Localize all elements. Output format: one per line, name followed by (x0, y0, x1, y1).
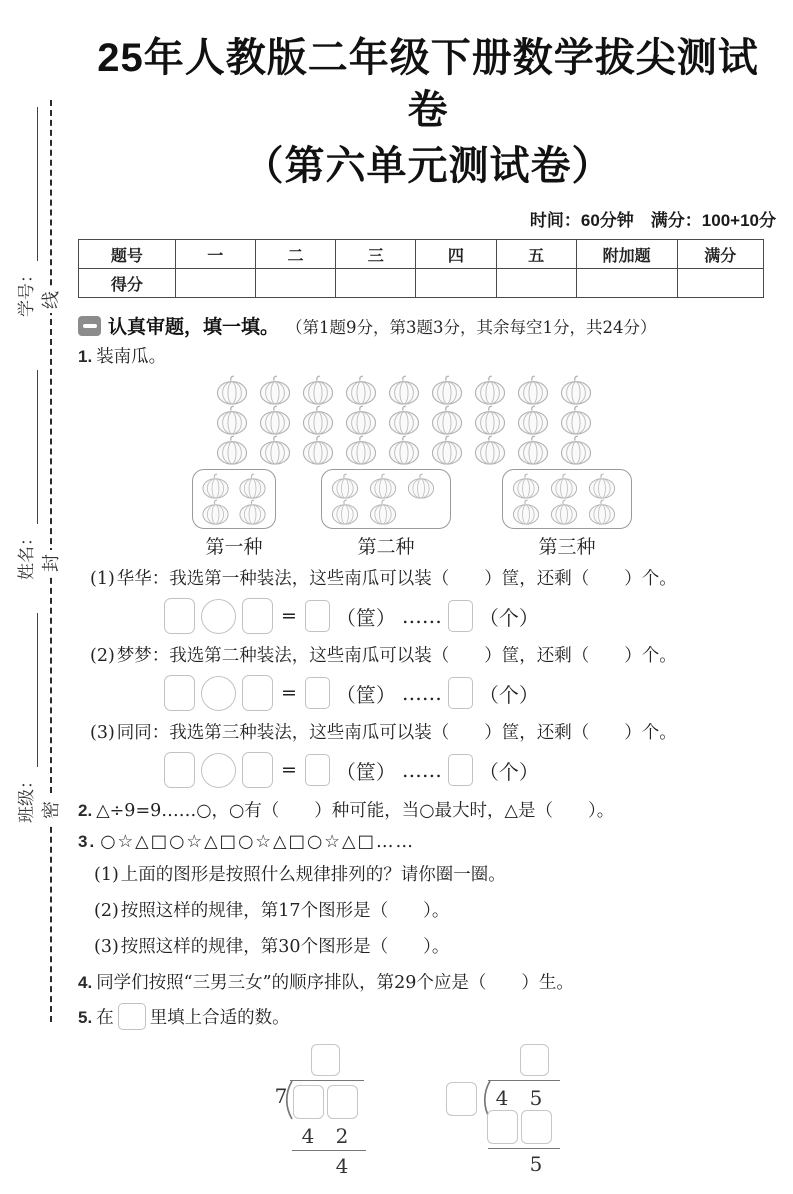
pumpkin-icon (470, 435, 510, 465)
pumpkin-icon (255, 435, 295, 465)
time-score-info: 时间：60分钟 满分：100+10分 (529, 211, 776, 230)
pumpkin-icon (556, 405, 596, 435)
basket-row (199, 473, 269, 499)
unit-pieces: （个） (478, 759, 539, 784)
long-division-problems (78, 1044, 778, 1194)
part-number: (2) (94, 901, 119, 921)
dividend-tens-digit: 4 (495, 1086, 509, 1110)
pumpkin-icon (366, 473, 400, 499)
paper-title-line1: 25年人教版二年级下册数学拔尖测试卷 (97, 36, 759, 132)
division-vinculum (488, 1080, 560, 1081)
equation-row-3 (164, 752, 778, 788)
question-2 (78, 797, 778, 825)
pumpkin-icon (328, 499, 362, 525)
score-cell[interactable] (255, 269, 335, 298)
pumpkin-icon (384, 435, 424, 465)
pumpkin-icon (427, 435, 467, 465)
pumpkin-icon (298, 435, 338, 465)
answer-box[interactable] (242, 598, 273, 634)
question-2-text: △÷9=9……○，○有（ ）种可能，当○最大时，△是（ ）。 (96, 801, 615, 821)
question-1-number: 1. (78, 347, 93, 366)
pumpkin-icon (236, 473, 269, 499)
score-table-header-row (79, 240, 764, 269)
pumpkin-icon (547, 473, 581, 499)
score-row-label: 得分 (79, 269, 176, 298)
score-table-score-row (79, 269, 764, 298)
question-3 (78, 828, 778, 856)
pumpkin-grid-row (212, 375, 778, 405)
pumpkin-grid-row (212, 435, 778, 465)
pumpkin-icon (556, 375, 596, 405)
answer-box[interactable] (242, 675, 273, 711)
product-box[interactable] (487, 1110, 518, 1144)
pumpkin-icon (298, 405, 338, 435)
score-table-corner: 题号 (79, 240, 176, 269)
seal-char-xian: 线 (40, 287, 64, 313)
class-field (14, 613, 38, 823)
answer-box[interactable] (448, 600, 473, 632)
basket-row (509, 473, 625, 499)
pumpkin-icon (199, 473, 232, 499)
quotient-box[interactable] (311, 1044, 340, 1076)
seal-char-mi: 密 (40, 797, 64, 823)
equals-sign: = (281, 759, 297, 781)
answer-box[interactable] (164, 752, 195, 788)
pumpkin-icon (513, 435, 553, 465)
question-3-part-2 (94, 895, 778, 928)
question-5-text-after: 里填上合适的数。 (149, 1008, 290, 1028)
question-1-text: 装南瓜。 (96, 347, 167, 367)
pumpkin-icon (513, 375, 553, 405)
score-col-3: 三 (336, 240, 416, 269)
student-name-blank-line[interactable] (20, 370, 38, 524)
question-4 (78, 967, 778, 999)
pumpkin-icon (212, 435, 252, 465)
question-1 (78, 343, 778, 371)
division-problem-left (271, 1044, 391, 1184)
equation-row-1 (164, 598, 778, 634)
pumpkin-icon (384, 375, 424, 405)
score-cell[interactable] (496, 269, 576, 298)
pumpkin-icon (341, 375, 381, 405)
pumpkin-icon (470, 375, 510, 405)
basket-option-2 (321, 469, 451, 559)
part-number: (1) (90, 569, 115, 589)
equals-sign: = (281, 682, 297, 704)
student-id-field (14, 107, 38, 317)
bar-one-glyph (83, 324, 97, 328)
answer-box[interactable] (305, 677, 330, 709)
quotient-box[interactable] (520, 1044, 549, 1076)
answer-box[interactable] (164, 675, 195, 711)
question-1-part-2 (90, 643, 778, 670)
division-vinculum (290, 1080, 364, 1081)
section-score-note: （第1题9分，第3题3分，其余每空1分，共24分） (286, 317, 657, 337)
question-1-part-1 (90, 566, 778, 593)
score-col-2: 二 (255, 240, 335, 269)
part-text: 按照这样的规律，第30个图形是（ ）。 (120, 937, 450, 957)
basket-3-label: 第三种 (538, 536, 596, 558)
basket-row (328, 473, 444, 499)
basket-row (328, 499, 444, 525)
section-number-icon (78, 316, 101, 336)
pumpkin-grid (212, 375, 778, 465)
answer-box[interactable] (448, 754, 473, 786)
pumpkin-icon (212, 375, 252, 405)
student-id-label: 学号： (17, 266, 37, 317)
operator-circle-box[interactable] (201, 676, 236, 711)
question-1-part-3 (90, 720, 778, 747)
question-3-part-1 (94, 859, 778, 892)
question-5 (78, 1002, 778, 1034)
unit-pieces: （个） (478, 682, 539, 707)
paper-title-line2: （第六单元测试卷） (243, 144, 613, 188)
question-4-text: 同学们按照“三男三女”的顺序排队，第29个应是（ ）生。 (96, 973, 574, 993)
pumpkin-icon (509, 499, 543, 525)
score-cell[interactable] (175, 269, 255, 298)
subtraction-line (488, 1148, 560, 1149)
score-col-total: 满分 (677, 240, 763, 269)
student-name-field (14, 370, 38, 580)
basket-options-row (78, 469, 778, 563)
basket-1-label: 第一种 (205, 536, 263, 558)
score-cell[interactable] (576, 269, 677, 298)
pumpkin-icon (585, 473, 619, 499)
pumpkin-icon (427, 405, 467, 435)
section-title: 认真审题，填一填。 (108, 317, 280, 338)
basket-row (509, 499, 625, 525)
score-col-1: 一 (175, 240, 255, 269)
operator-circle-box[interactable] (201, 753, 236, 788)
class-blank-line[interactable] (20, 613, 38, 767)
divisor-box[interactable] (446, 1082, 477, 1116)
part-number: (3) (94, 937, 119, 957)
pumpkin-grid-row (212, 405, 778, 435)
product-box[interactable] (521, 1110, 552, 1144)
part-number: (1) (94, 865, 119, 885)
answer-box[interactable] (305, 600, 330, 632)
remainder-dots: …… (401, 681, 442, 705)
score-col-5: 五 (496, 240, 576, 269)
pumpkin-icon (509, 473, 543, 499)
product-tens-digit: 4 (301, 1124, 315, 1148)
question-3-number: 3. (78, 832, 97, 851)
pumpkin-icon (556, 435, 596, 465)
operator-circle-box[interactable] (201, 599, 236, 634)
basket (502, 469, 632, 529)
part-text: 同同：我选第三种装法，这些南瓜可以装（ ）筐，还剩（ ）个。 (116, 723, 677, 743)
part-number: (2) (90, 646, 115, 666)
question-3-pattern: ○☆△□○☆△□○☆△□○☆△□…… (100, 832, 415, 852)
pumpkin-icon (255, 375, 295, 405)
pumpkin-icon (585, 499, 619, 525)
pumpkin-icon (547, 499, 581, 525)
subtraction-line (292, 1150, 366, 1151)
student-id-blank-line[interactable] (20, 107, 38, 261)
score-col-4: 四 (416, 240, 496, 269)
basket (192, 469, 276, 529)
answer-box[interactable] (164, 598, 195, 634)
question-5-text-before: 在 (96, 1008, 114, 1028)
remainder-digit: 5 (529, 1152, 543, 1176)
pumpkin-icon (470, 405, 510, 435)
dividend-box[interactable] (327, 1085, 358, 1119)
class-label: 班级： (17, 772, 37, 823)
basket-option-3 (502, 469, 632, 559)
dividend-ones-digit: 5 (529, 1086, 543, 1110)
pumpkin-icon (236, 499, 269, 525)
basket-2-label: 第二种 (357, 536, 415, 558)
pumpkin-icon (255, 405, 295, 435)
part-text: 华华：我选第一种装法，这些南瓜可以装（ ）筐，还剩（ ）个。 (116, 569, 677, 589)
pumpkin-icon (404, 473, 438, 499)
seal-char-feng: 封 (40, 550, 64, 576)
unit-baskets: （筐） (335, 759, 396, 784)
part-text: 梦梦：我选第二种装法，这些南瓜可以装（ ）筐，还剩（ ）个。 (116, 646, 677, 666)
divisor-digit: 7 (274, 1084, 288, 1108)
test-paper (70, 0, 778, 1194)
pumpkin-icon (199, 499, 232, 525)
equation-row-2 (164, 675, 778, 711)
basket-row (199, 499, 269, 525)
question-3-part-3 (94, 931, 778, 964)
question-2-number: 2. (78, 801, 93, 820)
score-table (78, 239, 764, 298)
pumpkin-icon (513, 405, 553, 435)
remainder-dots: …… (401, 604, 442, 628)
question-4-number: 4. (78, 973, 93, 992)
section-one-header (78, 312, 778, 339)
answer-box[interactable] (242, 752, 273, 788)
product-ones-digit: 2 (335, 1124, 349, 1148)
pumpkin-icon (341, 435, 381, 465)
unit-baskets: （筐） (335, 605, 396, 630)
score-col-extra: 附加题 (576, 240, 677, 269)
pumpkin-icon (341, 405, 381, 435)
score-cell[interactable] (336, 269, 416, 298)
pumpkin-icon (427, 375, 467, 405)
score-cell[interactable] (416, 269, 496, 298)
pumpkin-icon (212, 405, 252, 435)
pumpkin-icon (384, 405, 424, 435)
student-name-label: 姓名： (17, 529, 37, 580)
part-number: (3) (90, 723, 115, 743)
dividend-box[interactable] (293, 1085, 324, 1119)
answer-box[interactable] (448, 677, 473, 709)
score-cell[interactable] (677, 269, 763, 298)
remainder-digit: 4 (335, 1154, 349, 1178)
unit-pieces: （个） (478, 605, 539, 630)
division-problem-right (446, 1044, 576, 1184)
basket (321, 469, 451, 529)
part-text: 按照这样的规律，第17个图形是（ ）。 (120, 901, 450, 921)
pumpkin-icon (366, 499, 400, 525)
pumpkin-icon (328, 473, 362, 499)
pumpkin-icon (298, 375, 338, 405)
inline-answer-box[interactable] (118, 1003, 146, 1030)
answer-box[interactable] (305, 754, 330, 786)
equals-sign: = (281, 605, 297, 627)
seal-line-sidebar (0, 0, 64, 1122)
remainder-dots: …… (401, 758, 442, 782)
unit-baskets: （筐） (335, 682, 396, 707)
question-5-number: 5. (78, 1008, 93, 1027)
part-text: 上面的图形是按照什么规律排列的？请你圈一圈。 (120, 865, 506, 885)
basket-option-1 (192, 469, 276, 559)
